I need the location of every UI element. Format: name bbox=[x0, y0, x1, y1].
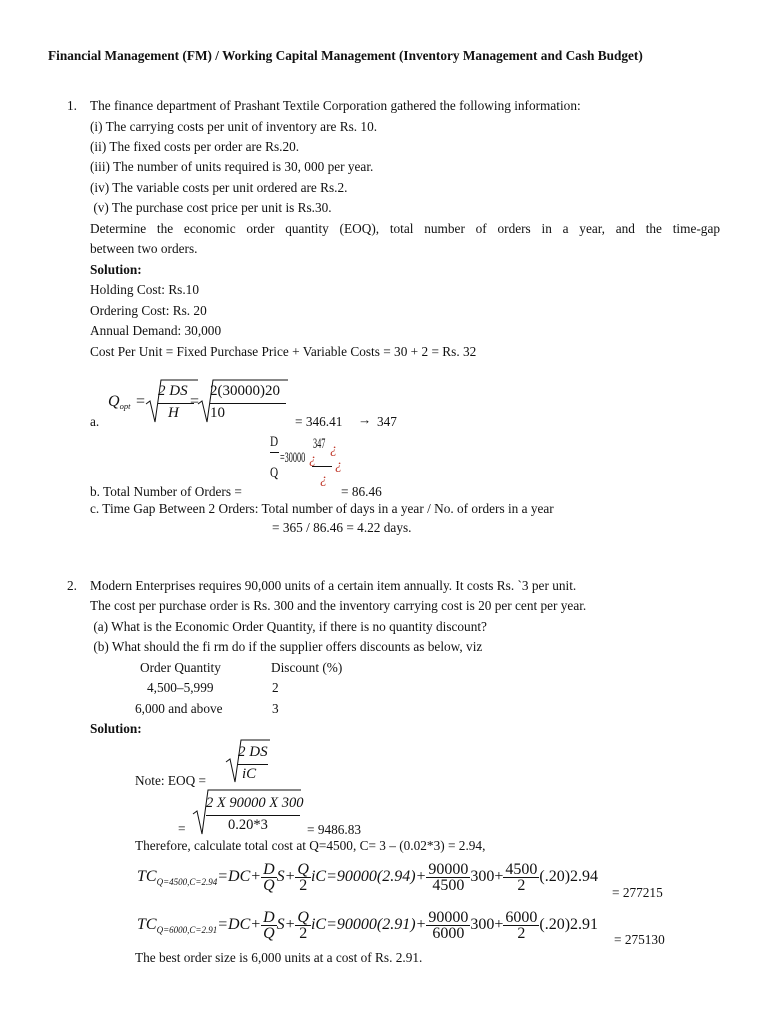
q2-tc2-lhs: TC bbox=[137, 916, 157, 933]
q1-eoq-rounded: 347 bbox=[377, 414, 397, 429]
q2-tc2-frac-half-num: 6000 bbox=[505, 908, 538, 926]
q2-calc-eq: = bbox=[178, 821, 186, 836]
q1-item-1: (i) The carrying costs per unit of inventory are Rs. 10. bbox=[90, 119, 378, 134]
q2-tc2-frac-q2 bbox=[295, 910, 311, 941]
q1-q-symbol: Q bbox=[108, 393, 120, 410]
q2-tc1-s: S+ bbox=[276, 868, 296, 885]
q2-tc1-frac-dq-num: D bbox=[263, 860, 275, 878]
q2-tc2-s: S+ bbox=[276, 916, 296, 933]
q1-sqrt1-num: 2 DS bbox=[158, 383, 188, 399]
q2-tc1-frac-dq bbox=[261, 862, 277, 893]
q2-tc1-frac-q2 bbox=[295, 862, 311, 893]
q2-table-row2-discount: 3 bbox=[272, 701, 279, 716]
q2-table-row1-discount: 2 bbox=[272, 680, 279, 695]
q2-tc2-frac-half bbox=[503, 910, 539, 941]
q2-tc1-frac-demand-den: 4500 bbox=[432, 876, 465, 894]
q2-tc1-tail: (.20)2.94 bbox=[539, 868, 599, 885]
q1-orders-artifact-3: ¿ bbox=[335, 458, 342, 473]
q1-sqrt1-den: H bbox=[168, 405, 179, 421]
q2-tc1-frac-demand-num: 90000 bbox=[428, 860, 469, 878]
q2-tc1-formula bbox=[137, 858, 598, 896]
q2-tc1-sub: Q=4500,C=2.94 bbox=[156, 877, 218, 887]
q1-eq1: = bbox=[136, 393, 146, 410]
q2-table-header-discount: Discount (%) bbox=[271, 660, 343, 675]
q2-question-b: (b) What should the fi rm do if the supplier offers discounts as below, viz bbox=[90, 639, 483, 654]
q1-orders-fraction-bar bbox=[270, 452, 279, 453]
q1-eoq-formula bbox=[108, 393, 130, 411]
q2-eoq-num: 2 DS bbox=[238, 744, 268, 760]
q2-calc-den: 0.20*3 bbox=[228, 817, 268, 833]
q1-orders-fraction-bar-2 bbox=[312, 466, 332, 467]
q2-line1: Modern Enterprises requires 90,000 units of a certain item annually. It costs Rs. `3 per unit. bbox=[90, 578, 577, 593]
q2-eoq-fraction-bar bbox=[238, 764, 268, 765]
q1-eq2: = bbox=[190, 393, 200, 410]
q2-tc2-frac-dq bbox=[261, 910, 277, 941]
q2-number: 2. bbox=[67, 578, 77, 593]
q1-opt-subscript: opt bbox=[119, 401, 131, 411]
q2-tc2-frac-demand bbox=[426, 910, 470, 941]
q2-tc1-mid: =DC+ bbox=[217, 868, 262, 885]
q2-tc2-sub: Q=6000,C=2.91 bbox=[156, 925, 218, 935]
q1-orders-formula-347: 347 bbox=[313, 436, 326, 452]
q2-tc1-frac-half-den: 2 bbox=[517, 876, 526, 894]
q1-item-3: (iii) The number of units required is 30, 000 per year. bbox=[90, 159, 374, 174]
q2-table-header-quantity: Order Quantity bbox=[140, 660, 221, 675]
q2-tc1-ic: iC=90000(2.94)+ bbox=[310, 868, 427, 885]
q2-tc1-frac-dq-den: Q bbox=[263, 876, 275, 894]
q1-given-demand: Annual Demand: 30,000 bbox=[90, 323, 222, 338]
right-arrow-icon: → bbox=[358, 412, 372, 427]
q2-tc1-frac-half bbox=[503, 862, 539, 893]
q1-fraction-bar-2 bbox=[210, 403, 286, 404]
q1-part-c-label: c. Time Gap Between 2 Orders: Total number of days in a year / No. of orders in a year bbox=[90, 501, 554, 516]
q2-table-row2-quantity: 6,000 and above bbox=[135, 701, 223, 716]
q1-given-cost-per-unit: Cost Per Unit = Fixed Purchase Price + Variable Costs = 30 + 2 = Rs. 32 bbox=[90, 344, 477, 359]
q2-line2: The cost per purchase order is Rs. 300 and the inventory carrying cost is 20 per cent per year. bbox=[90, 598, 587, 613]
q1-orders-formula-d: D bbox=[270, 434, 279, 450]
q1-intro: The finance department of Prashant Textile Corporation gathered the following information: bbox=[90, 98, 581, 113]
q2-calc-num: 2 X 90000 X 300 bbox=[206, 795, 304, 811]
q1-part-b-label: b. Total Number of Orders = bbox=[90, 484, 242, 499]
q2-eoq-den: iC bbox=[242, 766, 257, 782]
q2-tc2-frac-demand-num: 90000 bbox=[428, 908, 469, 926]
q2-table-row1-quantity: 4,500–5,999 bbox=[147, 680, 214, 695]
q2-tc2-p300: 300+ bbox=[470, 916, 504, 933]
q2-calc-fraction-bar bbox=[206, 815, 300, 816]
q1-part-a-label: a. bbox=[90, 414, 100, 429]
q2-tc2-ic: iC=90000(2.91)+ bbox=[310, 916, 427, 933]
q2-tc1-frac-half-num: 4500 bbox=[505, 860, 538, 878]
q1-fraction-bar-1 bbox=[158, 403, 194, 404]
q2-tc2-result: = 275130 bbox=[614, 932, 665, 947]
q2-tc1-frac-q2-den: 2 bbox=[299, 876, 308, 894]
q2-tc2-mid: =DC+ bbox=[217, 916, 262, 933]
q2-tc1-lhs: TC bbox=[137, 868, 157, 885]
q1-task-line2: between two orders. bbox=[90, 241, 198, 256]
q2-tc1-p300: 300+ bbox=[470, 868, 504, 885]
q2-tc2-frac-half-den: 2 bbox=[517, 924, 526, 942]
q2-note-label: Note: EOQ = bbox=[135, 773, 207, 788]
q2-tc2-frac-q2-num: Q bbox=[297, 908, 309, 926]
q1-solution-label: Solution: bbox=[90, 262, 142, 277]
q2-solution-label: Solution: bbox=[90, 721, 142, 736]
q1-item-5: (v) The purchase cost price per unit is Rs.30. bbox=[90, 200, 332, 215]
q2-calc-result: = 9486.83 bbox=[307, 822, 362, 837]
q1-sqrt2-den: 10 bbox=[210, 405, 225, 421]
page-title: Financial Management (FM) / Working Capital Management (Inventory Management and Cash Budget) bbox=[48, 48, 643, 63]
q1-number: 1. bbox=[67, 98, 77, 113]
q2-tc2-frac-demand-den: 6000 bbox=[432, 924, 465, 942]
q1-given-holding: Holding Cost: Rs.10 bbox=[90, 282, 199, 297]
q1-item-2: (ii) The fixed costs per order are Rs.20. bbox=[90, 139, 300, 154]
q2-question-a: (a) What is the Economic Order Quantity, if there is no quantity discount? bbox=[90, 619, 487, 634]
q2-tc1-frac-demand bbox=[426, 862, 470, 893]
q1-orders-artifact-2: ¿ bbox=[330, 442, 337, 457]
q1-item-4: (iv) The variable costs per unit ordered are Rs.2. bbox=[90, 180, 348, 195]
q1-orders-artifact-4: ¿ bbox=[320, 472, 327, 487]
q2-tc2-tail: (.20)2.91 bbox=[539, 916, 599, 933]
q1-part-b-result: = 86.46 bbox=[341, 484, 382, 499]
q1-sqrt2-num: 2(30000)20 bbox=[210, 383, 280, 399]
q2-tc2-frac-dq-num: D bbox=[263, 908, 275, 926]
q2-tc1-result: = 277215 bbox=[612, 885, 663, 900]
q1-given-ordering: Ordering Cost: Rs. 20 bbox=[90, 303, 207, 318]
q1-part-c-result: = 365 / 86.46 = 4.22 days. bbox=[272, 520, 412, 535]
q1-orders-artifact-1: ¿ bbox=[309, 452, 316, 467]
q2-conclusion: The best order size is 6,000 units at a cost of Rs. 2.91. bbox=[135, 950, 423, 965]
q2-tc1-frac-q2-num: Q bbox=[297, 860, 309, 878]
q1-eoq-result: = 346.41 bbox=[295, 414, 343, 429]
q1-orders-formula-value: =30000 bbox=[280, 450, 306, 466]
q2-tc2-frac-dq-den: Q bbox=[263, 924, 275, 942]
q1-orders-formula-q: Q bbox=[270, 465, 279, 481]
q2-therefore: Therefore, calculate total cost at Q=4500, C= 3 – (0.02*3) = 2.94, bbox=[135, 838, 486, 853]
q1-task-line1: Determine the economic order quantity (EOQ), total number of orders in a year, and the time-gap bbox=[90, 221, 720, 236]
q2-tc2-frac-q2-den: 2 bbox=[299, 924, 308, 942]
q2-tc2-formula bbox=[137, 906, 598, 944]
